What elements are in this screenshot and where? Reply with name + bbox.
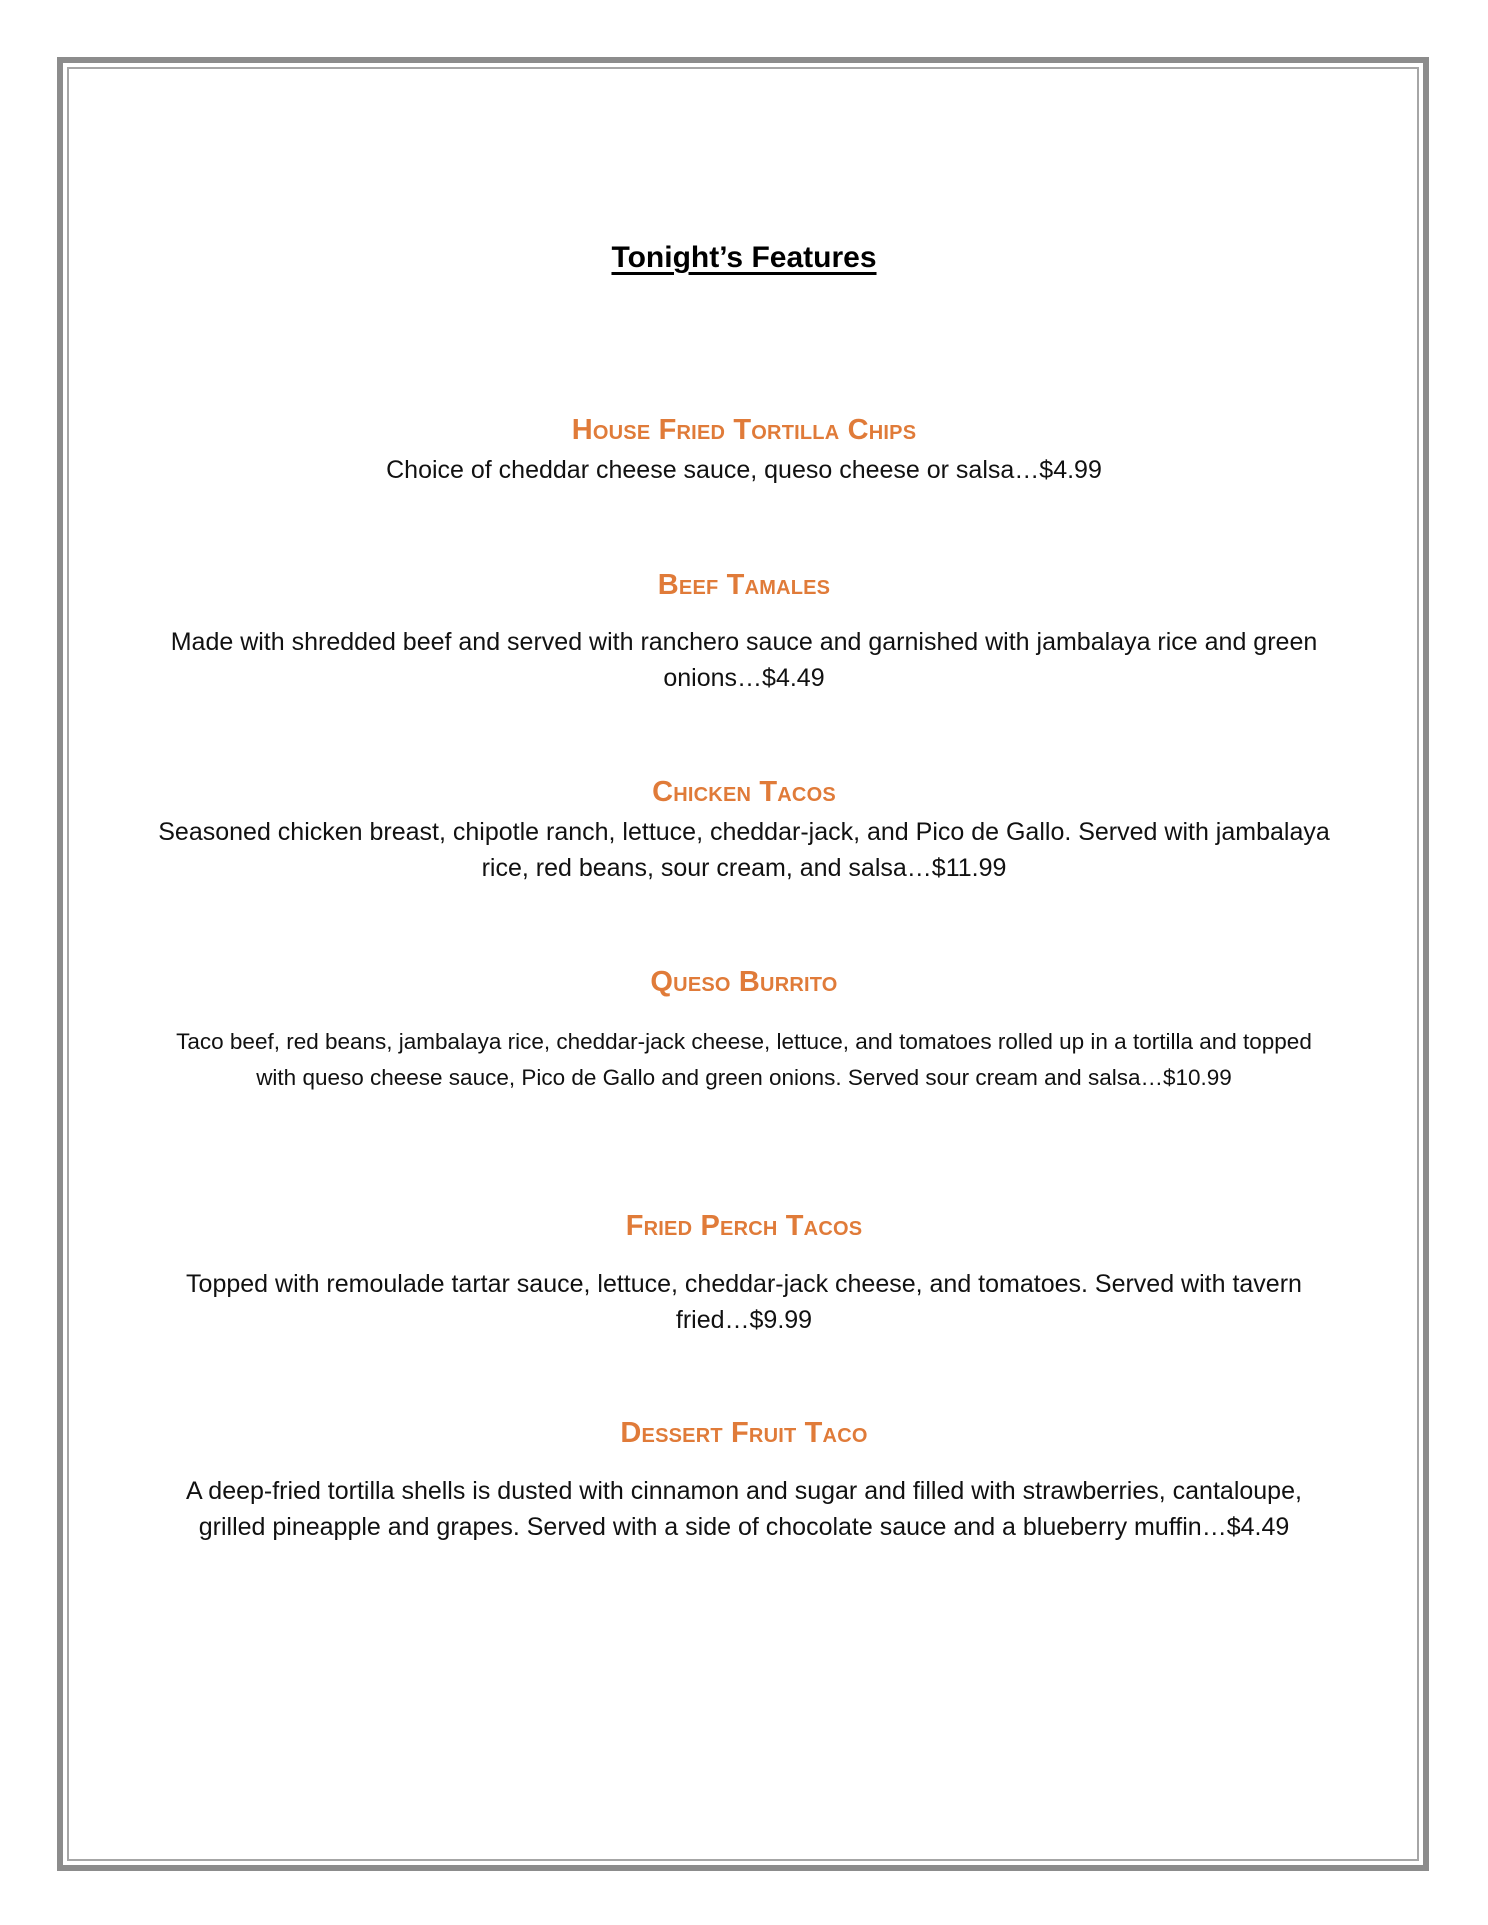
menu-item-name: Chicken Tacos	[652, 776, 836, 808]
menu-item-description: Taco beef, red beans, jambalaya rice, cheddar-jack cheese, lettuce, and tomatoes rolled up in a tortilla and topped with queso cheese sauce, Pico de Gallo and green onions. Served sour cream and salsa…$10.99	[176, 1029, 1312, 1090]
menu-item-name: Fried Perch Tacos	[625, 1210, 863, 1242]
menu-item-description: A deep-fried tortilla shells is dusted with cinnamon and sugar and filled with strawberries, cantaloupe, grilled pineapple and grapes. Served with a side of chocolate sauce and a blueberry muffin…$4.49	[186, 1477, 1302, 1541]
menu-item-name: House Fried Tortilla Chips	[571, 414, 917, 446]
menu-item-name: Dessert Fruit Taco	[620, 1417, 868, 1449]
menu-item-description: Made with shredded beef and served with ranchero sauce and garnished with jambalaya rice and green onions…$4.49	[170, 628, 1318, 692]
menu-title: Tonight’s Features	[611, 241, 877, 274]
menu-item-description: Topped with remoulade tartar sauce, lettuce, cheddar-jack cheese, and tomatoes. Served with tavern fried…$9.99	[186, 1270, 1302, 1334]
menu-item-description: Seasoned chicken breast, chipotle ranch, lettuce, cheddar-jack, and Pico de Gallo. Served with jambalaya rice, red beans, sour cream, and salsa…$11.99	[158, 818, 1330, 882]
menu-item-name: Beef Tamales	[657, 569, 831, 601]
menu-item-name: Queso Burrito	[650, 966, 838, 998]
menu-item-description: Choice of cheddar cheese sauce, queso cheese or salsa…$4.99	[386, 456, 1102, 484]
